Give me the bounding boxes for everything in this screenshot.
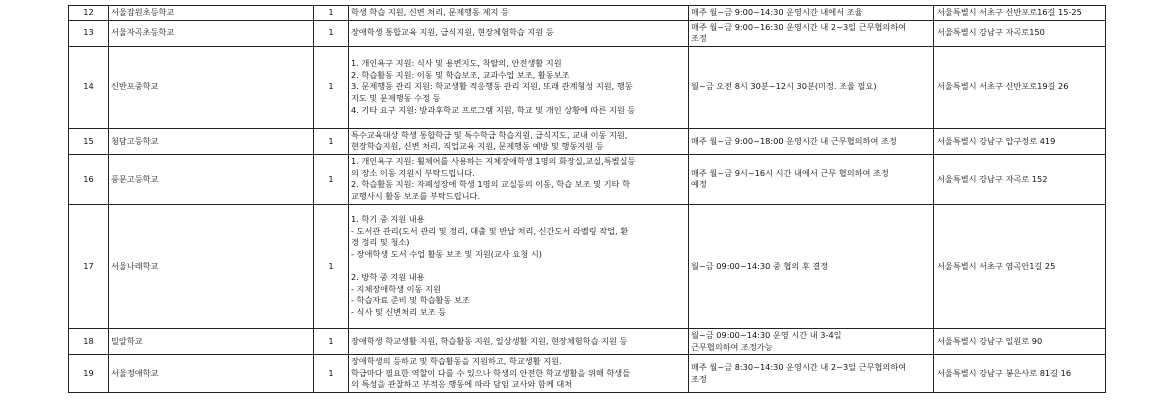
- headcount: 1: [314, 204, 349, 328]
- duty-line: 2. 학습활동 지원: 자폐성장애 학생 1명의 교실등의 이동, 학습 보조 및 기타 학: [351, 179, 630, 190]
- row-number: 16: [69, 154, 109, 204]
- working-hours: [689, 46, 934, 128]
- school-address: 서울특별시 서초구 염곡안1길 25: [934, 204, 1106, 328]
- duty-line: 1. 개인욕구 지원: 휠체어를 사용하는 지체장애학생 1명의 화장실,교실,특별실등: [351, 156, 636, 167]
- duty-line: 의 장소 이동 지원시 부탁드립니다.: [351, 167, 475, 178]
- table-row: [69, 154, 1106, 204]
- headcount: 1: [314, 328, 349, 354]
- duty-line: 1. 개인욕구 지원: 식사 및 용변지도, 착탈의, 안전생활 지원: [351, 58, 562, 69]
- table-row: [69, 204, 1106, 328]
- duty-line: 2. 학습활동 지원: 이동 및 학습보조, 교과수업 보조, 활동보조: [351, 69, 570, 80]
- duty-description: [349, 204, 689, 328]
- school-name: 청담고등학교: [109, 128, 314, 154]
- school-address: 서울특별시 서초구 신반포로19길 26: [934, 46, 1106, 128]
- hours-line: 월~금 09:00~14:30 운영 시간 내 3-4일: [691, 329, 842, 340]
- school-name: 밀알학교: [109, 328, 314, 354]
- row-number: 12: [69, 6, 109, 21]
- duty-description: [349, 328, 689, 354]
- hours-line: 매주 월~금 9시~16시 시간 내에서 근무 협의하여 조정: [691, 167, 889, 178]
- job-listing-table: [68, 5, 1106, 393]
- duty-line: - 학습자료 준비 및 학습활동 보조: [351, 295, 470, 306]
- row-number: 15: [69, 128, 109, 154]
- duty-description: [349, 20, 689, 46]
- duty-description: [349, 6, 689, 21]
- hours-line: 매주 월~금 8:30~14:30 운영시간 내 2~3일 근무협의하여: [691, 362, 907, 373]
- table-row: [69, 20, 1106, 46]
- hours-line: 조정: [691, 33, 707, 44]
- school-address: 서울특별시 강남구 자곡로 152: [934, 154, 1106, 204]
- duty-description: [349, 355, 689, 393]
- row-number: 19: [69, 355, 109, 393]
- duty-description: [349, 154, 689, 204]
- school-address: 서울특별시 강남구 봉은사로 81길 16: [934, 355, 1106, 393]
- headcount: 1: [314, 128, 349, 154]
- duty-line: 학생 학습 지원, 신변 처리, 문제행동 제지 등: [351, 7, 509, 17]
- headcount: 1: [314, 6, 349, 21]
- working-hours: [689, 154, 934, 204]
- school-address: 서울특별시 강남구 자곡로150: [934, 20, 1106, 46]
- duty-line: 3. 문제행동 관리 지원: 학교생활 적응행동 관리 지원, 또래 관계형성 지원, 행동: [351, 81, 633, 92]
- duty-line: 1. 학기 중 지원 내용: [351, 214, 425, 225]
- duty-line: 경 정리 및 청소): [351, 237, 410, 248]
- school-name: 신반포중학교: [109, 46, 314, 128]
- row-number: 14: [69, 46, 109, 128]
- row-number: 17: [69, 204, 109, 328]
- school-name: 서울잠원초등학교: [109, 6, 314, 21]
- duty-line: 2. 방학 중 지원 내용: [351, 272, 425, 283]
- school-address: 서울특별시 강남구 일원로 90: [934, 328, 1106, 354]
- headcount: 1: [314, 355, 349, 393]
- duty-description: [349, 46, 689, 128]
- headcount: 1: [314, 154, 349, 204]
- hours-line: 매주 월~금 9:00~16:30 운영시간 내 2~3일 근무협의하여: [691, 21, 907, 32]
- working-hours: [689, 20, 934, 46]
- duty-description: [349, 128, 689, 154]
- duty-line: 현장학습지원, 신변 처리, 직업교육 지원, 문제행동 예방 및 행동지원 등: [351, 141, 604, 152]
- school-name: 풍문고등학교: [109, 154, 314, 204]
- headcount: 1: [314, 20, 349, 46]
- duty-line: 4. 기타 요구 지원: 방과후학교 프로그램 지원, 학교 및 개인 상황에 따른 지원 등: [351, 104, 636, 115]
- hours-line: 조정: [691, 373, 707, 384]
- table-body: [69, 6, 1106, 393]
- table-row: [69, 355, 1106, 393]
- table-row: [69, 128, 1106, 154]
- duty-line: - 지체장애학생 이동 지원: [351, 283, 441, 294]
- hours-line: 월~금 오전 8시 30분~12시 30분(미정. 조율 필요): [691, 81, 877, 92]
- hours-line: 매주 월~금 9:00~18:00 운영시간 내 근무협의하여 조정: [691, 135, 897, 146]
- row-number: 13: [69, 20, 109, 46]
- duty-line: - 식사 및 신변처리 보조 등: [351, 307, 447, 318]
- duty-line: - 장애학생 도서 수업 활동 보조 및 지원(교사 요청 시): [351, 249, 542, 260]
- school-name: 서울나래학교: [109, 204, 314, 328]
- working-hours: [689, 128, 934, 154]
- duty-line: [351, 261, 686, 273]
- school-address: 서울특별시 강남구 압구정로 419: [934, 128, 1106, 154]
- table-row: [69, 46, 1106, 128]
- duty-line: 교행사시 활동 보조를 부탁드립니다.: [351, 191, 481, 202]
- duty-line: 장애학생 통합교육 지원, 급식지원, 현장체험학습 지원 등: [351, 27, 554, 38]
- duty-line: 지도 및 문제행동 수정 등: [351, 93, 441, 104]
- headcount: 1: [314, 46, 349, 128]
- working-hours: [689, 355, 934, 393]
- row-number: 18: [69, 328, 109, 354]
- hours-line: 예정: [691, 179, 707, 190]
- duty-line: 장애학생의 등하교 및 학습활동을 지원하고, 학교생활 지원.: [351, 356, 562, 367]
- duty-line: 장애학생 학교생활 지원, 학습활동 지원, 일상생활 지원, 현장체험학습 지원 등: [351, 335, 628, 346]
- duty-line: - 도서관 관리(도서 관리 및 정리, 대출 및 반납 처리, 신간도서 라벨링 작업, 환: [351, 225, 629, 236]
- school-name: 서울자곡초등학교: [109, 20, 314, 46]
- hours-line: 월~금 09:00~14:30 중 협의 후 결정: [691, 260, 829, 271]
- duty-line: 의 특성을 관찰하고 부적응 행동에 따라 담임 교사와 함께 대처: [351, 379, 573, 390]
- hours-line: 매주 월~금 9:00~14:30 운영시간 내에서 조율: [691, 7, 863, 17]
- school-address: 서울특별시 서초구 신반포로16길 15-25: [934, 6, 1106, 21]
- duty-line: 학급마다 필요한 역할이 다를 수 있으나 학생의 안전한 학교생활을 위해 학생들: [351, 367, 631, 378]
- hours-line: 근무협의하여 조정가능: [691, 341, 773, 352]
- working-hours: [689, 328, 934, 354]
- school-name: 서울정애학교: [109, 355, 314, 393]
- table-row: [69, 6, 1106, 21]
- working-hours: [689, 204, 934, 328]
- duty-line: 특수교육대상 학생 통합학급 및 특수학급 학습지원, 급식지도, 교내 이동 지원,: [351, 129, 628, 140]
- working-hours: [689, 6, 934, 21]
- table-row: [69, 328, 1106, 354]
